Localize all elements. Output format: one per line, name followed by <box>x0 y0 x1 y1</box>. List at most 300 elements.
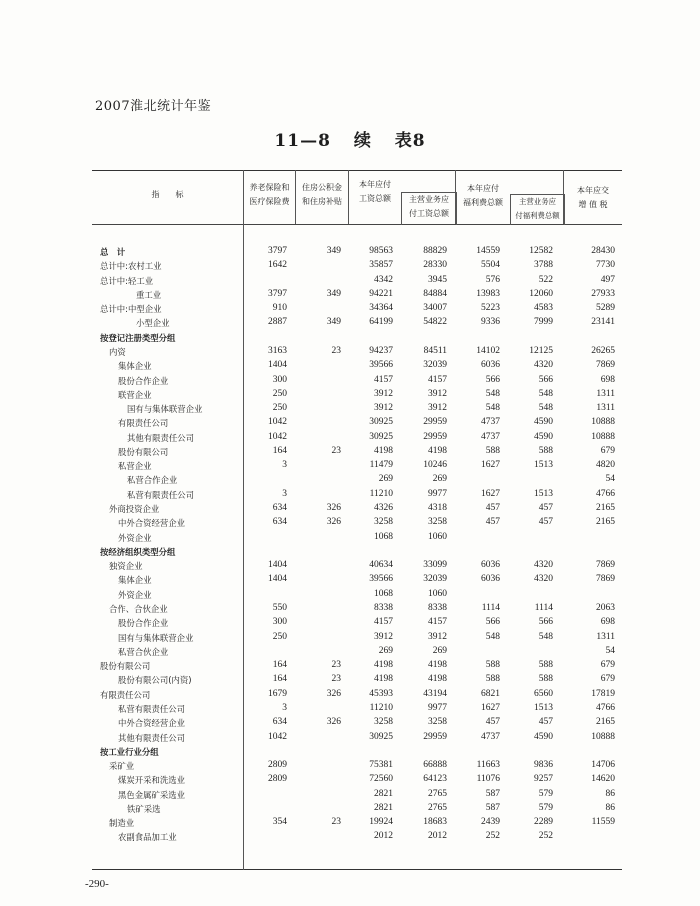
table-bottom-rule <box>92 869 622 870</box>
row-value: 550 <box>272 603 287 613</box>
row-value: 4590 <box>534 731 553 742</box>
table-row <box>0 574 700 588</box>
row-value: 3 <box>282 702 287 713</box>
row-label: 股份有限公司 <box>118 446 169 457</box>
row-value: 6036 <box>481 560 500 571</box>
row-value: 88829 <box>423 246 447 256</box>
row-value: 1627 <box>481 488 500 499</box>
row-value: 566 <box>538 374 553 385</box>
row-value: 94237 <box>369 345 393 356</box>
row-value: 250 <box>272 388 287 399</box>
header-housing-fund <box>296 181 348 209</box>
table-row <box>0 760 700 774</box>
row-value: 1627 <box>481 702 500 713</box>
row-value: 14620 <box>591 774 615 785</box>
table-row <box>0 817 700 831</box>
table-row <box>0 332 700 346</box>
row-value: 72560 <box>369 774 393 785</box>
row-value: 457 <box>538 503 553 514</box>
row-value: 579 <box>538 802 553 813</box>
table-row <box>0 789 700 803</box>
row-value: 6036 <box>481 360 500 371</box>
row-label: 其他有限责任公司 <box>118 732 185 743</box>
row-value: 910 <box>272 303 287 314</box>
row-value: 4198 <box>374 445 393 456</box>
row-value: 7869 <box>596 360 615 371</box>
row-value: 579 <box>538 788 553 799</box>
row-value: 18683 <box>423 817 447 828</box>
row-value: 4590 <box>534 431 553 442</box>
header-line: 福利费总额 <box>463 198 503 207</box>
row-value: 7869 <box>596 574 615 585</box>
row-label: 外商投资企业 <box>109 504 160 515</box>
table-row <box>0 517 700 531</box>
row-label: 采矿业 <box>109 761 135 772</box>
row-value: 7869 <box>596 560 615 571</box>
row-value: 3912 <box>428 403 447 414</box>
row-value: 252 <box>485 831 500 842</box>
row-value: 2012 <box>428 831 447 842</box>
header-line: 付工资总额 <box>409 209 449 218</box>
row-label: 私营有限责任公司 <box>118 703 185 714</box>
table-row <box>0 803 700 817</box>
row-value: 64123 <box>423 774 447 785</box>
row-value: 587 <box>485 802 500 813</box>
row-label: 有限责任公司 <box>100 689 151 700</box>
page-number: -290- <box>85 878 109 890</box>
table-row <box>0 389 700 403</box>
row-value: 3163 <box>268 345 287 356</box>
row-value: 1513 <box>534 488 553 499</box>
row-value: 9257 <box>534 774 553 785</box>
row-value: 4198 <box>428 445 447 456</box>
header-line: 主营业务应 <box>409 195 449 204</box>
row-value: 11210 <box>369 488 393 499</box>
row-value: 2765 <box>428 788 447 799</box>
row-value: 34007 <box>423 303 447 314</box>
row-label: 中外合资经营企业 <box>118 518 185 529</box>
row-value: 5223 <box>481 303 500 314</box>
row-label: 私营企业 <box>118 461 152 472</box>
row-value: 34364 <box>369 303 393 314</box>
table-row <box>0 589 700 603</box>
row-value: 23 <box>331 817 341 828</box>
row-value: 326 <box>326 517 341 528</box>
table-row <box>0 503 700 517</box>
row-label: 总 计 <box>100 247 126 257</box>
row-value: 349 <box>326 317 341 328</box>
row-value: 698 <box>600 374 615 385</box>
row-value: 19924 <box>369 817 393 828</box>
row-value: 2887 <box>268 317 287 328</box>
row-value: 1060 <box>428 531 447 542</box>
row-value: 679 <box>600 660 615 671</box>
row-value: 349 <box>326 246 341 256</box>
row-value: 5504 <box>481 260 500 271</box>
row-value: 2289 <box>534 817 553 828</box>
row-value: 1311 <box>596 403 615 414</box>
row-value: 10888 <box>591 431 615 442</box>
row-value: 10888 <box>591 731 615 742</box>
table-row <box>0 460 700 474</box>
row-value: 13983 <box>476 288 500 299</box>
row-value: 457 <box>485 503 500 514</box>
row-value: 45393 <box>369 688 393 699</box>
row-value: 28330 <box>423 260 447 271</box>
row-label: 总计中:中型企业 <box>100 304 162 315</box>
table-row <box>0 346 700 360</box>
table-row <box>0 275 700 289</box>
row-value: 326 <box>326 503 341 514</box>
table-row <box>0 360 700 374</box>
row-value: 698 <box>600 617 615 628</box>
row-value: 9977 <box>428 488 447 499</box>
row-value: 1404 <box>268 574 287 585</box>
table-row <box>0 632 700 646</box>
row-value: 269 <box>432 645 447 656</box>
row-value: 679 <box>600 674 615 685</box>
row-value: 588 <box>538 674 553 685</box>
table-row <box>0 532 700 546</box>
row-value: 3 <box>282 488 287 499</box>
header-line: 本年应交 <box>577 186 609 195</box>
row-value: 4198 <box>374 674 393 685</box>
table-row <box>0 446 700 460</box>
row-value: 6560 <box>534 688 553 699</box>
table-row <box>0 432 700 446</box>
row-value: 354 <box>272 817 287 828</box>
row-value: 4326 <box>374 503 393 514</box>
row-label: 集体企业 <box>118 361 152 372</box>
row-value: 679 <box>600 445 615 456</box>
row-value: 4198 <box>374 660 393 671</box>
row-value: 497 <box>600 274 615 285</box>
row-value: 1513 <box>534 702 553 713</box>
row-value: 39566 <box>369 574 393 585</box>
header-line: 本年应付 <box>359 180 391 189</box>
row-value: 11076 <box>476 774 500 785</box>
title-continued: 续 <box>353 131 372 151</box>
row-value: 9836 <box>534 760 553 771</box>
row-value: 2821 <box>374 788 393 799</box>
table-row <box>0 674 700 688</box>
row-value: 3945 <box>428 274 447 285</box>
row-value: 588 <box>538 660 553 671</box>
row-value: 634 <box>272 717 287 728</box>
row-value: 548 <box>485 631 500 642</box>
row-label: 中外合资经营企业 <box>118 718 185 729</box>
row-value: 522 <box>538 274 553 285</box>
row-label: 总计中:轻工业 <box>100 275 154 286</box>
header-line: 主营业务应 <box>519 197 556 206</box>
row-value: 269 <box>378 474 393 485</box>
row-value: 1513 <box>534 460 553 471</box>
row-value: 1068 <box>374 531 393 542</box>
row-value: 6036 <box>481 574 500 585</box>
row-value: 86 <box>605 802 615 813</box>
row-label: 集体企业 <box>118 575 152 586</box>
row-label: 私营合作企业 <box>127 475 178 486</box>
row-value: 4737 <box>481 431 500 442</box>
row-value: 8338 <box>428 603 447 613</box>
row-value: 548 <box>538 403 553 414</box>
row-value: 4198 <box>428 674 447 685</box>
row-value: 11479 <box>369 460 393 471</box>
row-value: 3912 <box>428 388 447 399</box>
row-value: 4590 <box>534 417 553 428</box>
header-line: 住房公积金 <box>302 183 342 192</box>
row-value: 40634 <box>369 560 393 571</box>
table-row <box>0 417 700 431</box>
row-label: 联营企业 <box>118 389 152 400</box>
row-value: 86 <box>605 788 615 799</box>
row-label: 制造业 <box>109 818 135 829</box>
row-value: 588 <box>538 445 553 456</box>
row-value: 1114 <box>481 603 500 613</box>
table-row <box>0 474 700 488</box>
row-value: 32039 <box>423 360 447 371</box>
row-value: 4157 <box>374 374 393 385</box>
row-value: 54822 <box>423 317 447 328</box>
row-value: 576 <box>485 274 500 285</box>
table-row <box>0 317 700 331</box>
row-value: 2809 <box>268 774 287 785</box>
row-label: 股份有限公司(内资) <box>118 675 192 686</box>
table-row <box>0 260 700 274</box>
row-value: 164 <box>272 674 287 685</box>
row-value: 3258 <box>374 517 393 528</box>
row-value: 566 <box>485 617 500 628</box>
row-label: 农副食品加工业 <box>118 832 177 843</box>
row-value: 10246 <box>423 460 447 471</box>
row-value: 3258 <box>374 717 393 728</box>
title-table-label: 表8 <box>394 131 426 151</box>
row-value: 33099 <box>423 560 447 571</box>
table-top-rule <box>92 170 622 171</box>
row-value: 64199 <box>369 317 393 328</box>
row-value: 587 <box>485 788 500 799</box>
row-value: 3912 <box>374 403 393 414</box>
header-line: 本年应付 <box>467 184 499 193</box>
row-value: 4320 <box>534 574 553 585</box>
row-value: 23 <box>331 445 341 456</box>
row-value: 349 <box>326 288 341 299</box>
row-label: 股份有限公司 <box>100 661 151 672</box>
row-value: 2063 <box>596 603 615 613</box>
row-value: 14102 <box>476 345 500 356</box>
table-row <box>0 489 700 503</box>
header-line: 养老保险和 <box>249 183 290 192</box>
row-value: 250 <box>272 403 287 414</box>
row-label: 黑色金属矿采选业 <box>118 789 185 800</box>
row-value: 4320 <box>534 360 553 371</box>
row-label: 有限责任公司 <box>118 418 169 429</box>
row-value: 1311 <box>596 631 615 642</box>
row-value: 27933 <box>591 288 615 299</box>
row-value: 4766 <box>596 488 615 499</box>
row-value: 84884 <box>423 288 447 299</box>
row-value: 98563 <box>369 246 393 256</box>
row-value: 1679 <box>268 688 287 699</box>
row-value: 4766 <box>596 702 615 713</box>
row-value: 30925 <box>369 431 393 442</box>
row-value: 54 <box>605 474 615 485</box>
header-indicator: 指 标 <box>151 190 184 199</box>
row-value: 4198 <box>428 660 447 671</box>
row-value: 23 <box>331 660 341 671</box>
header-total-wages <box>349 178 401 206</box>
row-label: 私营有限责任公司 <box>127 489 194 500</box>
row-label: 铁矿采选 <box>127 803 161 814</box>
row-value: 457 <box>485 717 500 728</box>
row-value: 2439 <box>481 817 500 828</box>
row-value: 4737 <box>481 417 500 428</box>
row-value: 1627 <box>481 460 500 471</box>
row-value: 29959 <box>423 417 447 428</box>
row-value: 3788 <box>534 260 553 271</box>
row-value: 3912 <box>428 631 447 642</box>
row-value: 32039 <box>423 574 447 585</box>
row-value: 3258 <box>428 517 447 528</box>
header-line: 增 值 税 <box>578 200 608 209</box>
row-value: 3258 <box>428 717 447 728</box>
header-main-business-wages <box>401 192 457 225</box>
row-label: 总计中:农村工业 <box>100 261 162 272</box>
table-row <box>0 717 700 731</box>
row-value: 252 <box>538 831 553 842</box>
row-label: 重工业 <box>136 289 162 300</box>
row-value: 3797 <box>268 246 287 256</box>
table-row <box>0 303 700 317</box>
row-value: 5289 <box>596 303 615 314</box>
row-value: 4157 <box>428 617 447 628</box>
row-value: 4318 <box>428 503 447 514</box>
row-value: 11663 <box>476 760 500 771</box>
row-value: 164 <box>272 660 287 671</box>
row-value: 10888 <box>591 417 615 428</box>
row-value: 3912 <box>374 631 393 642</box>
row-label: 按经济组织类型分组 <box>100 546 176 557</box>
row-value: 7999 <box>534 317 553 328</box>
table-row <box>0 560 700 574</box>
header-pension-medical <box>244 181 295 209</box>
row-value: 66888 <box>423 760 447 771</box>
row-value: 548 <box>538 631 553 642</box>
row-label: 股份合作企业 <box>118 618 169 629</box>
row-value: 269 <box>432 474 447 485</box>
row-value: 588 <box>485 660 500 671</box>
row-value: 326 <box>326 717 341 728</box>
row-value: 1114 <box>534 603 553 613</box>
row-value: 12060 <box>529 288 553 299</box>
row-value: 54 <box>605 645 615 656</box>
row-value: 30925 <box>369 417 393 428</box>
table-row <box>0 660 700 674</box>
row-value: 39566 <box>369 360 393 371</box>
row-value: 12582 <box>529 246 553 256</box>
row-value: 300 <box>272 617 287 628</box>
row-value: 250 <box>272 631 287 642</box>
row-value: 1068 <box>374 588 393 599</box>
header-line: 医疗保险费 <box>249 197 290 206</box>
row-value: 2165 <box>596 503 615 514</box>
row-value: 23 <box>331 674 341 685</box>
row-value: 3912 <box>374 388 393 399</box>
row-label: 内资 <box>109 346 126 357</box>
row-value: 164 <box>272 445 287 456</box>
row-value: 84511 <box>423 345 447 356</box>
row-value: 23 <box>331 345 341 356</box>
row-value: 548 <box>485 388 500 399</box>
row-value: 1311 <box>596 388 615 399</box>
row-label: 国有与集体联营企业 <box>118 632 194 643</box>
table-row <box>0 831 700 845</box>
row-value: 9977 <box>428 702 447 713</box>
row-value: 12125 <box>529 345 553 356</box>
row-value: 588 <box>485 445 500 456</box>
table-row <box>0 774 700 788</box>
row-label: 独资企业 <box>109 561 143 572</box>
header-line: 工资总额 <box>359 194 391 203</box>
row-value: 4157 <box>374 617 393 628</box>
table-row <box>0 375 700 389</box>
header-total-welfare <box>456 182 510 210</box>
table-row <box>0 546 700 560</box>
row-value: 43194 <box>423 688 447 699</box>
row-value: 2765 <box>428 802 447 813</box>
table-row <box>0 246 700 260</box>
row-value: 11210 <box>369 702 393 713</box>
yearbook-header: 2007淮北统计年鉴 <box>95 99 212 114</box>
row-value: 1042 <box>268 431 287 442</box>
row-label: 外资企业 <box>118 532 152 543</box>
table-row <box>0 603 700 617</box>
row-value: 2165 <box>596 517 615 528</box>
row-value: 4820 <box>596 460 615 471</box>
row-label: 煤炭开采和洗选业 <box>118 775 185 786</box>
row-value: 35857 <box>369 260 393 271</box>
row-label: 按登记注册类型分组 <box>100 332 176 343</box>
row-value: 29959 <box>423 731 447 742</box>
row-value: 23141 <box>591 317 615 328</box>
row-value: 4320 <box>534 560 553 571</box>
row-value: 1042 <box>268 417 287 428</box>
row-value: 30925 <box>369 731 393 742</box>
row-value: 6821 <box>481 688 500 699</box>
table-row <box>0 617 700 631</box>
row-label: 国有与集体联营企业 <box>127 404 203 415</box>
row-value: 269 <box>378 645 393 656</box>
row-value: 588 <box>485 674 500 685</box>
table-number: 11—8 <box>274 131 331 151</box>
row-value: 548 <box>485 403 500 414</box>
row-value: 29959 <box>423 431 447 442</box>
row-value: 75381 <box>369 760 393 771</box>
row-value: 2012 <box>374 831 393 842</box>
table-row <box>0 732 700 746</box>
header-main-business-welfare <box>510 194 565 225</box>
row-value: 457 <box>538 717 553 728</box>
row-value: 4583 <box>534 303 553 314</box>
row-label: 合作、合伙企业 <box>109 604 168 614</box>
row-value: 548 <box>538 388 553 399</box>
row-value: 300 <box>272 374 287 385</box>
row-value: 14706 <box>591 760 615 771</box>
row-value: 17819 <box>591 688 615 699</box>
table-row <box>0 689 700 703</box>
row-label: 私营合伙企业 <box>118 646 169 657</box>
row-value: 11559 <box>591 817 615 828</box>
